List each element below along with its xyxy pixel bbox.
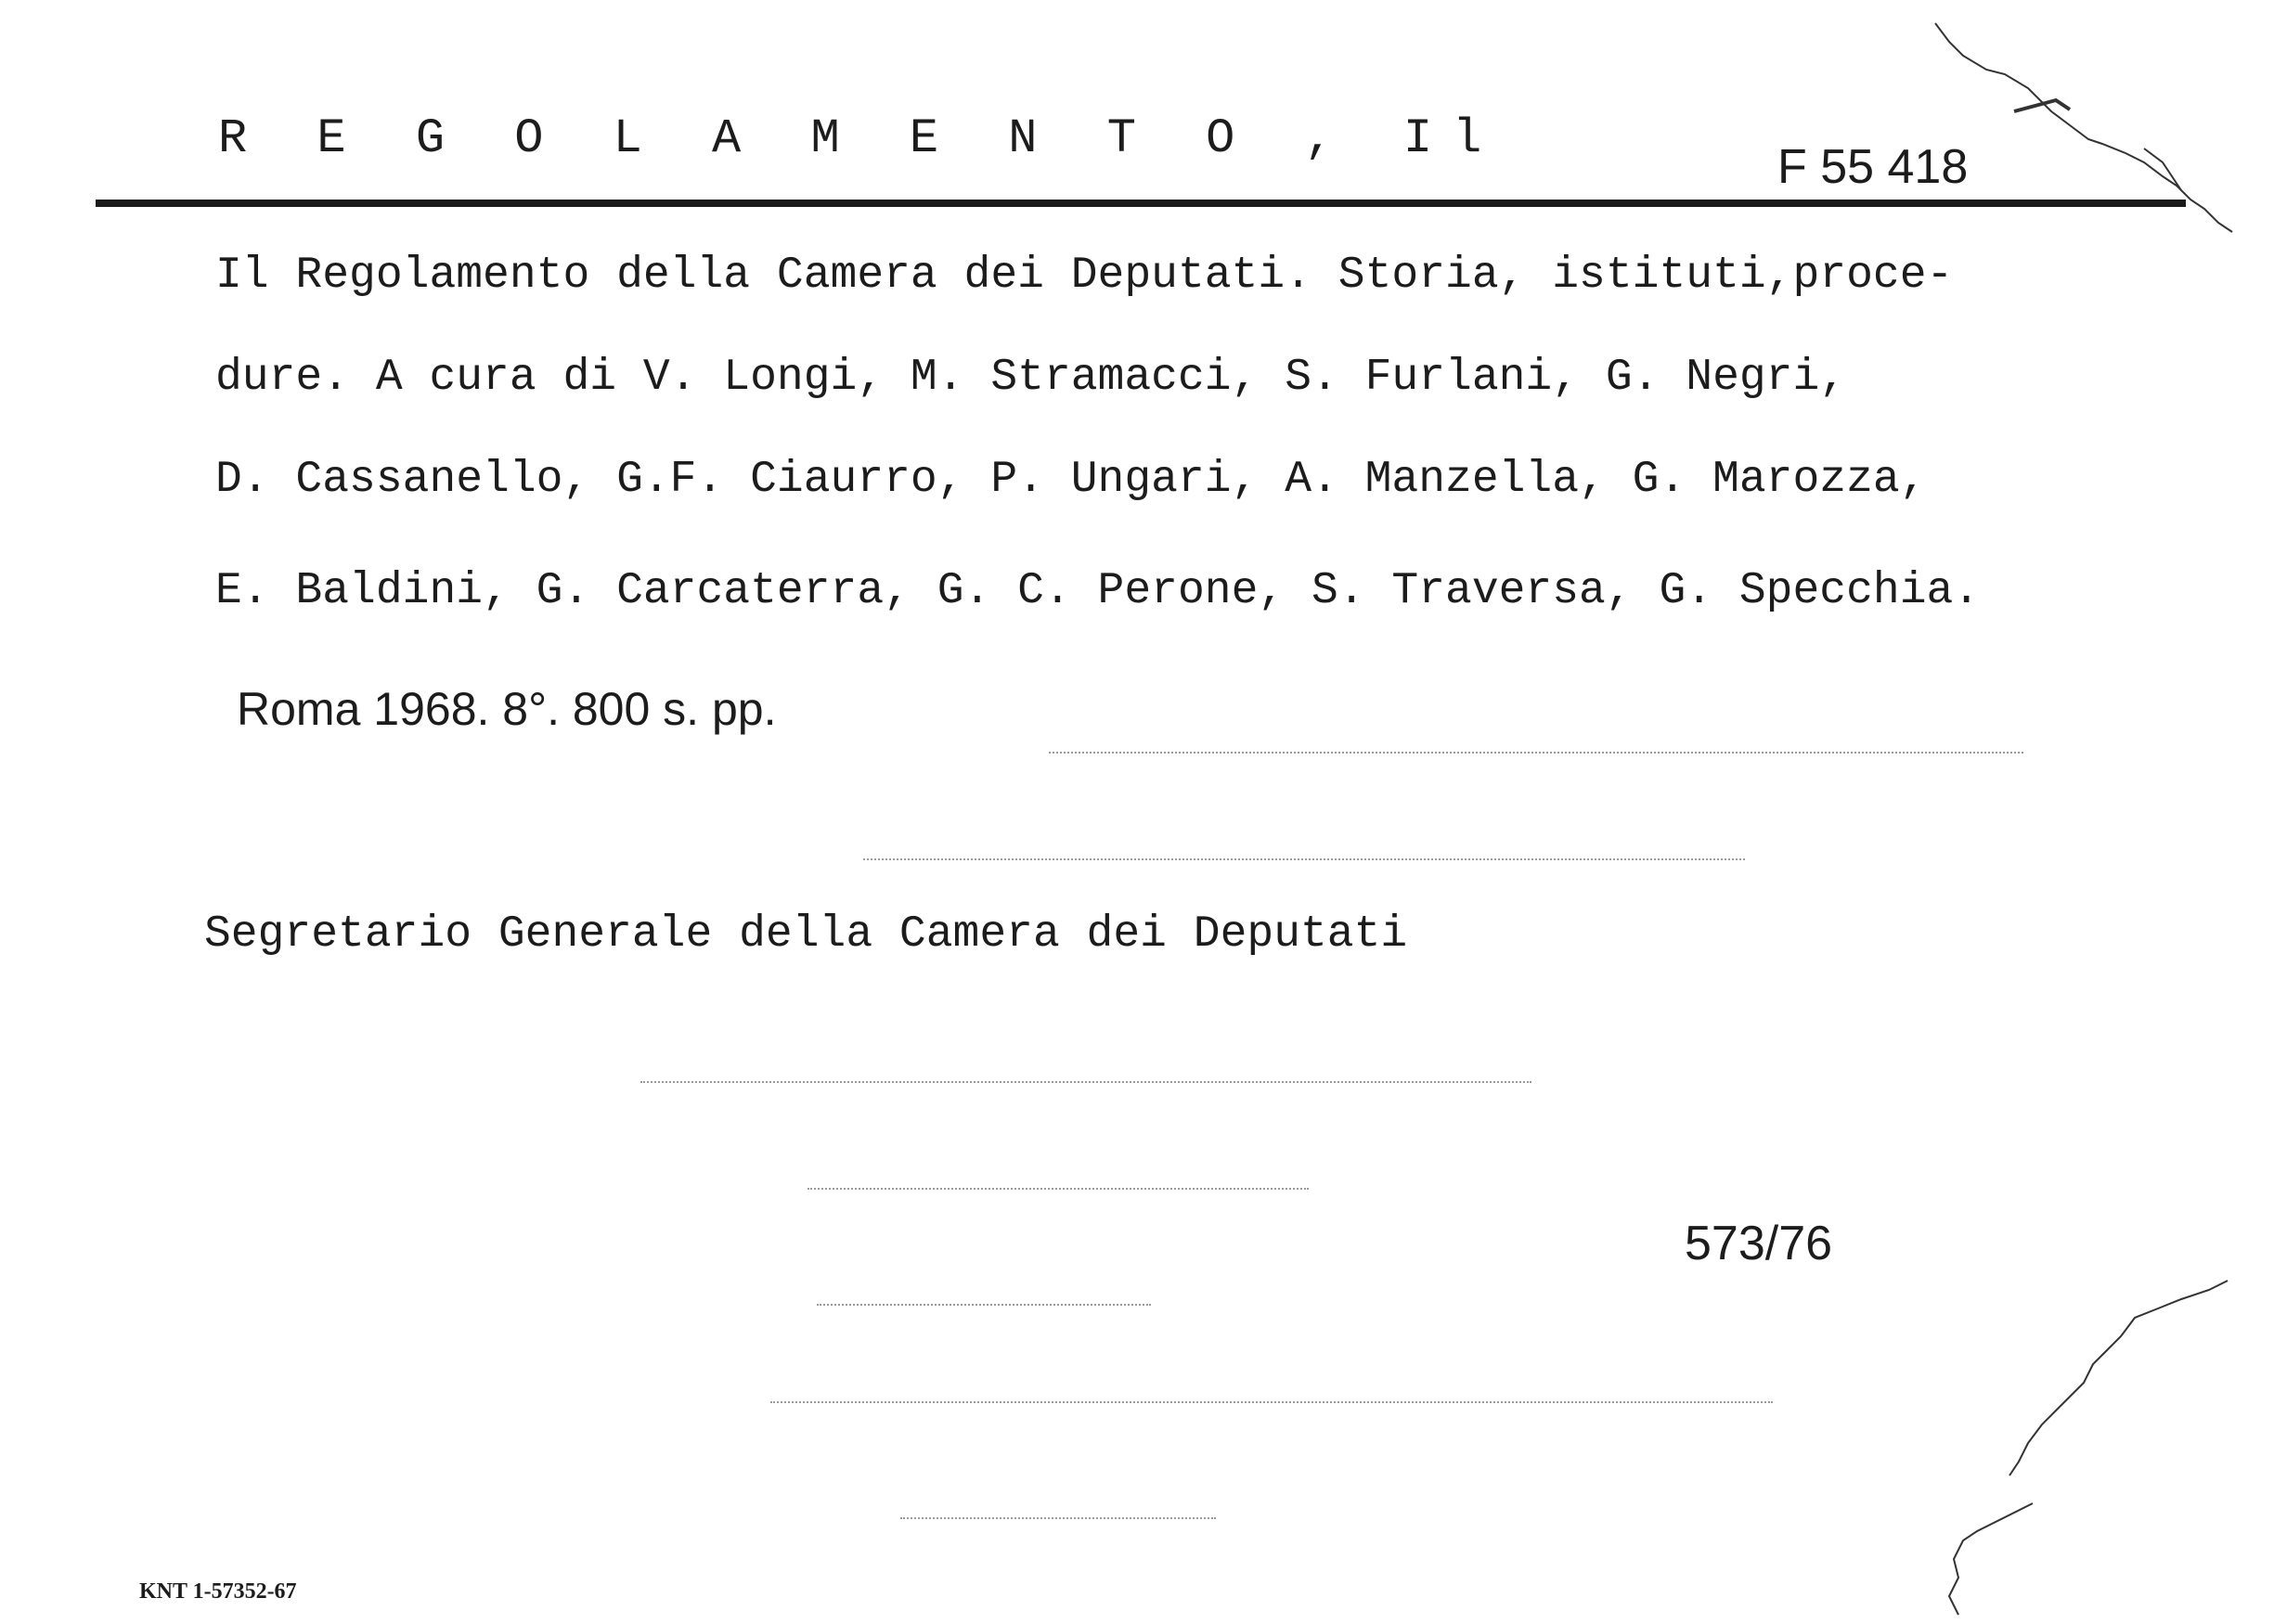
- author-statement: Segretario Generale della Camera dei Deputati: [204, 909, 1408, 960]
- accession-number: 573/76: [1685, 1217, 1833, 1270]
- description-line-2: dure. A cura di V. Longi, M. Stramacci, S. Furlani, G. Negri,: [215, 353, 1847, 403]
- form-code: KNT 1-57352-67: [139, 1579, 297, 1604]
- call-number: F 55 418: [1777, 140, 1969, 194]
- card-heading: R E G O L A M E N T O , Il: [218, 111, 1503, 166]
- description-line-3: D. Cassanello, G.F. Ciaurro, P. Ungari, A. Manzella, G. Marozza,: [215, 455, 1927, 505]
- description-line-4: E. Baldini, G. Carcaterra, G. C. Perone, S. Traversa, G. Specchia.: [215, 566, 1981, 616]
- imprint-line: Roma 1968. 8°. 800 s. pp.: [237, 683, 777, 735]
- description-line-1: Il Regolamento della Camera dei Deputati. Storia, istituti,proce-: [215, 251, 1954, 301]
